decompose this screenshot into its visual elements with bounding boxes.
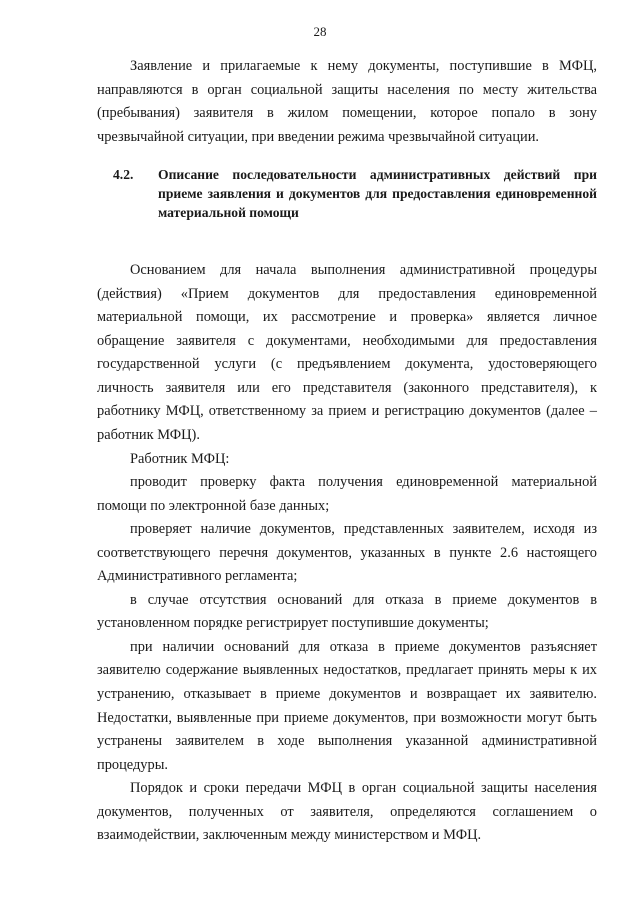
page-number: 28	[313, 24, 327, 39]
paragraph: при наличии оснований для отказа в приеме документов разъясняет заявителю содержание выявленных недостатков, предлагает принять меры к их устранению, отказывает в приеме документов и возвращает их заявителю. Недостатки, выявленные при приеме документов, при возможности могут быть устранены заявителем в ходе выполнения указанной административной процедуры.	[97, 638, 597, 773]
paragraph: Основанием для начала выполнения административной процедуры (действия) «Прием документов для предоставления единовременной материальной помощи, их рассмотрение и проверка» является личное обращение заявителя с документами, необходимыми для предоставления государственной услуги (с предъявлением документа, удостоверяющего личность заявителя или его представителя (законного представителя), к работнику МФЦ, ответственному за прием и регистрацию документов (далее – работник МФЦ).	[97, 262, 597, 444]
paragraph: Заявление и прилагаемые к нему документы, поступившие в МФЦ, направляются в орган социальной защиты населения по месту жительства (пребывания) заявителя в жилом помещении, которое попало в зону чрезвычайной ситуации, при введении режима чрезвычайной ситуации.	[97, 58, 597, 145]
document-body	[97, 55, 597, 848]
section-title: Описание последовательности административных действий при приеме заявления и документов для предоставления единовременной материальной помощи	[158, 167, 597, 221]
section-number: 4.2.	[113, 167, 134, 183]
paragraph: проводит проверку факта получения единовременной материальной помощи по электронной базе данных;	[97, 474, 597, 514]
section-heading	[97, 165, 597, 222]
paragraph: Работник МФЦ:	[130, 450, 230, 467]
paragraph: в случае отсутствия оснований для отказа в приеме документов в установленном порядке регистрирует поступившие документы;	[97, 591, 597, 632]
paragraph: Порядок и сроки передачи МФЦ в орган социальной защиты населения документов, полученных от заявителя, определяются соглашением о взаимодействии, заключенным между министерством и МФЦ.	[97, 780, 597, 844]
paragraph: проверяет наличие документов, представленных заявителем, исходя из соответствующего перечня документов, указанных в пункте 2.6 настоящего Административного регламента;	[97, 521, 597, 585]
